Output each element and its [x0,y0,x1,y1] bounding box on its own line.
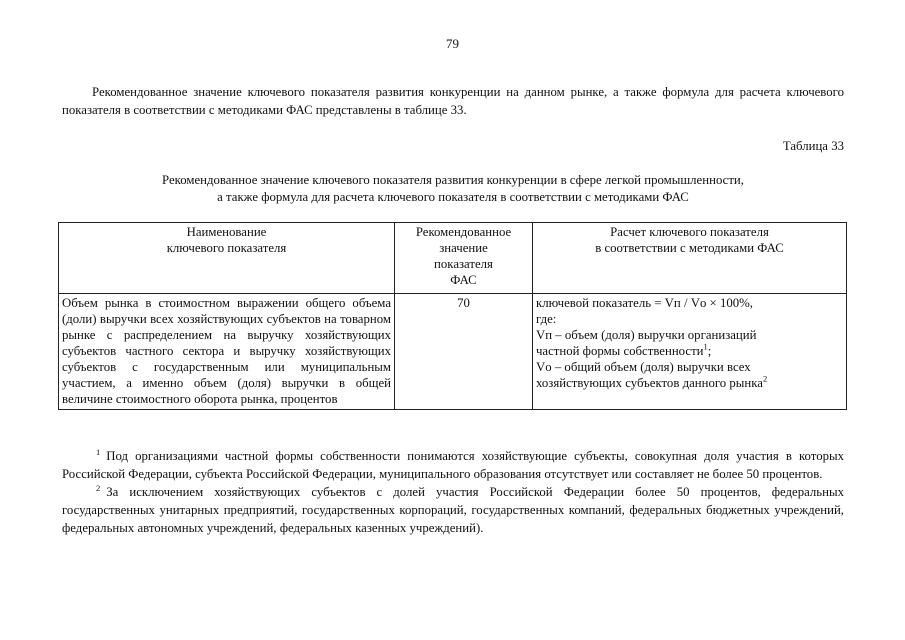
caption-line-2: а также формула для расчета ключевого показателя в соответствии с методиками ФАС [217,190,689,204]
formula-line: где: [536,312,557,326]
formula-line-text: хозяйствующих субъектов данного рынка [536,376,763,390]
footnote-ref-1[interactable]: 1 [703,341,708,352]
formula-line: Vо – общий объем (доля) выручки всех [536,360,751,374]
indicator-table [58,222,847,410]
header-recommended-value-line: Рекомендованное [415,225,512,239]
intro-paragraph: Рекомендованное значение ключевого показателя развития конкуренции на данном рынке, а также формула для расчета ключевого показателя в соответствии с методиками ФАС представлены в таблице 33. [62,85,844,117]
footnote-marker-2: 2 [96,482,101,493]
formula-line: ключевой показатель = Vп / Vо × 100%, [536,296,754,310]
formula-line-text: частной формы собственности [536,344,704,358]
header-recommended-value-line: значение [439,241,488,255]
formula-line: Vп – объем (доля) выручки организаций [536,328,757,342]
formula-line-tail: ; [707,344,712,358]
header-calculation-line: Расчет ключевого показателя [610,225,769,239]
footnote-ref-2[interactable]: 2 [762,373,768,384]
header-recommended-value [395,223,533,294]
header-indicator-name-line: Наименование [186,225,267,239]
indicator-name-cell: Объем рынка в стоимостном выражении общего объема (доли) выручки всех хозяйствующих субъектов на товарном рынке с распределением на выручку хозяйствующих субъектов частного сектора и выручку хозяйствующих субъектов с государственным или муниципальным участием, а именно объем (доля) выручки в общей величине стоимостного оборота рынка, процентов [59,294,395,410]
footnote-text-2: За исключением хозяйствующих субъектов с долей участия Российской Федерации более 50 процентов, федеральных государственных унитарных предприятий, государственных корпораций, государственных компаний, федеральных бюджетных учреждений, федеральных автономных учреждений, федеральных казенных учреждений). [62,485,844,535]
formula-cell [533,294,847,410]
header-indicator-name-line: ключевого показателя [166,241,287,255]
table-label: Таблица 33 [782,139,844,153]
table-header-row [59,223,847,294]
footnote-1 [62,447,844,483]
formula-line [536,343,843,359]
page-number: 79 [446,36,459,51]
table-row [59,294,847,410]
header-calculation-line: в соответствии с методиками ФАС [595,241,784,255]
header-recommended-value-line: показателя [434,257,493,271]
header-calculation [533,223,847,294]
footnotes [62,447,844,537]
footnote-marker-1: 1 [96,446,101,457]
header-indicator-name [59,223,395,294]
footnote-2 [62,483,844,537]
formula-line [536,375,843,391]
footnote-text-1: Под организациями частной формы собственности понимаются хозяйствующие субъекты, совокупная доля участия в которых Российской Федерации, субъекта Российской Федерации, муниципального образования отсутствует или составляет не более 50 процентов. [62,449,844,481]
header-recommended-value-line: ФАС [450,273,477,287]
recommended-value-cell: 70 [395,294,533,410]
table-caption [62,172,844,206]
caption-line-1: Рекомендованное значение ключевого показателя развития конкуренции в сфере легкой промышленности, [162,173,744,187]
